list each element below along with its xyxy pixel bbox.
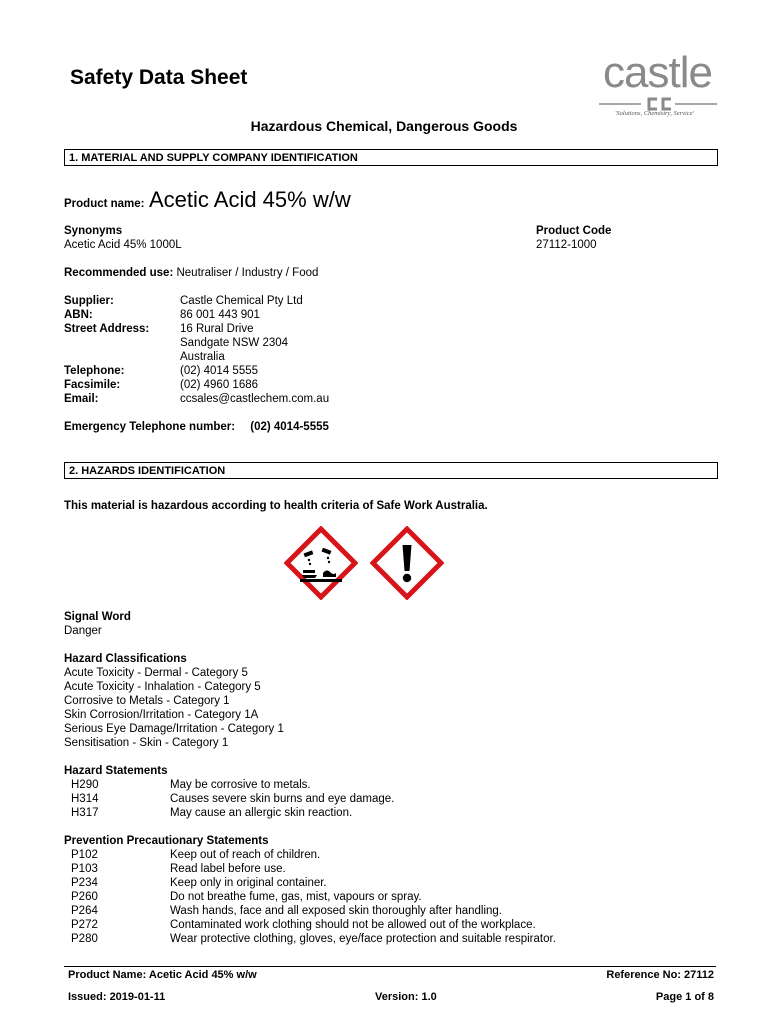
prevention-code: P280 [71, 933, 98, 945]
prevention-code: P260 [71, 891, 98, 903]
statement-text: May cause an allergic skin reaction. [170, 807, 353, 819]
product-name-label: Product name: [64, 198, 145, 210]
prevention-code: P234 [71, 877, 98, 889]
prevention-text: Contaminated work clothing should not be allowed out of the workplace. [170, 919, 536, 931]
footer-version: Version: 1.0 [375, 991, 437, 1003]
product-name-value: Acetic Acid 45% w/w [148, 187, 351, 212]
recommended-use-label: Recommended use: [64, 267, 174, 279]
hazard-statements-label: Hazard Statements [64, 765, 168, 777]
address-line-2: Sandgate NSW 2304 [180, 337, 289, 349]
castle-logo [593, 50, 723, 122]
address-line-3-row [64, 350, 464, 364]
facsimile-label: Facsimile: [64, 379, 121, 391]
hazard-statement-row [64, 792, 664, 806]
recommended-use-value: Neutraliser / Industry / Food [176, 267, 319, 279]
emergency-label: Emergency Telephone number: [64, 421, 236, 433]
street-address-row [64, 322, 464, 336]
signal-word-value: Danger [64, 625, 102, 637]
product-code-label: Product Code [536, 225, 612, 237]
corrosion-pictogram-icon [284, 526, 358, 600]
synonyms-label: Synonyms [64, 225, 123, 237]
classification-item: Acute Toxicity - Inhalation - Category 5 [64, 681, 261, 693]
prevention-row [64, 932, 704, 946]
street-address-label: Street Address: [64, 323, 150, 335]
prevention-row [64, 918, 704, 932]
hazard-classifications-label: Hazard Classifications [64, 653, 187, 665]
footer-page-number: Page 1 of 8 [655, 991, 714, 1003]
classification-item: Sensitisation - Skin - Category 1 [64, 737, 229, 749]
facsimile-row [64, 378, 464, 392]
prevention-code: P272 [71, 919, 98, 931]
abn-value: 86 001 443 901 [180, 309, 260, 321]
emergency-line [64, 420, 329, 434]
logo-tagline: 'Solutions, Chemistry, Service' [615, 110, 694, 117]
abn-label: ABN: [64, 309, 93, 321]
telephone-value: (02) 4014 5555 [180, 365, 259, 377]
synonyms-value: Acetic Acid 45% 1000L [64, 239, 182, 251]
prevention-text: Keep out of reach of children. [170, 849, 321, 861]
prevention-row [64, 862, 704, 876]
telephone-label: Telephone: [64, 365, 125, 377]
classification-item: Skin Corrosion/Irritation - Category 1A [64, 709, 259, 721]
logo-wordmark: castle [603, 48, 712, 97]
hazard-statement-row [64, 806, 664, 820]
abn-row [64, 308, 464, 322]
statement-text: May be corrosive to metals. [170, 779, 311, 791]
emergency-value: (02) 4014-5555 [250, 421, 329, 433]
supplier-row [64, 294, 464, 308]
classification-item: Serious Eye Damage/Irritation - Category 1 [64, 723, 284, 735]
telephone-row [64, 364, 464, 378]
email-value[interactable]: ccsales@castlechem.com.au [180, 393, 330, 405]
page-title: Safety Data Sheet [70, 66, 248, 89]
prevention-text: Read label before use. [170, 863, 286, 875]
prevention-row [64, 890, 704, 904]
hazard-statement-row [64, 778, 664, 792]
prevention-row [64, 904, 704, 918]
footer-product-name: Product Name: Acetic Acid 45% w/w [68, 969, 257, 981]
classification-item: Acute Toxicity - Dermal - Category 5 [64, 667, 248, 679]
email-label: Email: [64, 393, 99, 405]
prevention-text: Keep only in original container. [170, 877, 327, 889]
prevention-code: P103 [71, 863, 98, 875]
email-row [64, 392, 464, 406]
product-code-value: 27112-1000 [536, 239, 597, 251]
exclamation-pictogram-icon [370, 526, 444, 600]
document-subtitle: Hazardous Chemical, Dangerous Goods [250, 118, 518, 134]
supplier-details [64, 294, 464, 406]
recommended-use-line [64, 266, 318, 280]
prevention-text: Do not breathe fume, gas, mist, vapours or spray. [170, 891, 422, 903]
supplier-value: Castle Chemical Pty Ltd [180, 295, 303, 307]
prevention-text: Wash hands, face and all exposed skin thoroughly after handling. [170, 905, 503, 917]
street-address-value: 16 Rural Drive [180, 323, 254, 335]
footer-divider [64, 966, 716, 967]
prevention-text: Wear protective clothing, gloves, eye/face protection and suitable respirator. [170, 933, 556, 945]
prevention-code: P264 [71, 905, 98, 917]
product-name-line [64, 187, 351, 213]
footer-reference: Reference No: 27112 [606, 969, 714, 981]
statement-code: H290 [71, 779, 99, 791]
prevention-statements-label: Prevention Precautionary Statements [64, 835, 269, 847]
signal-word-label: Signal Word [64, 611, 131, 623]
address-line-2-row [64, 336, 464, 350]
statement-code: H314 [71, 793, 99, 805]
section-2-heading: 2. HAZARDS IDENTIFICATION [64, 462, 718, 479]
footer-issued: Issued: 2019-01-11 [68, 991, 166, 1003]
prevention-row [64, 876, 704, 890]
hazard-intro: This material is hazardous according to health criteria of Safe Work Australia. [64, 500, 488, 512]
prevention-code: P102 [71, 849, 98, 861]
address-line-3: Australia [180, 351, 225, 363]
classification-item: Corrosive to Metals - Category 1 [64, 695, 230, 707]
facsimile-value: (02) 4960 1686 [180, 379, 259, 391]
statement-text: Causes severe skin burns and eye damage. [170, 793, 395, 805]
prevention-row [64, 848, 704, 862]
supplier-label: Supplier: [64, 295, 114, 307]
statement-code: H317 [71, 807, 99, 819]
section-1-heading: 1. MATERIAL AND SUPPLY COMPANY IDENTIFICATION [64, 149, 718, 166]
